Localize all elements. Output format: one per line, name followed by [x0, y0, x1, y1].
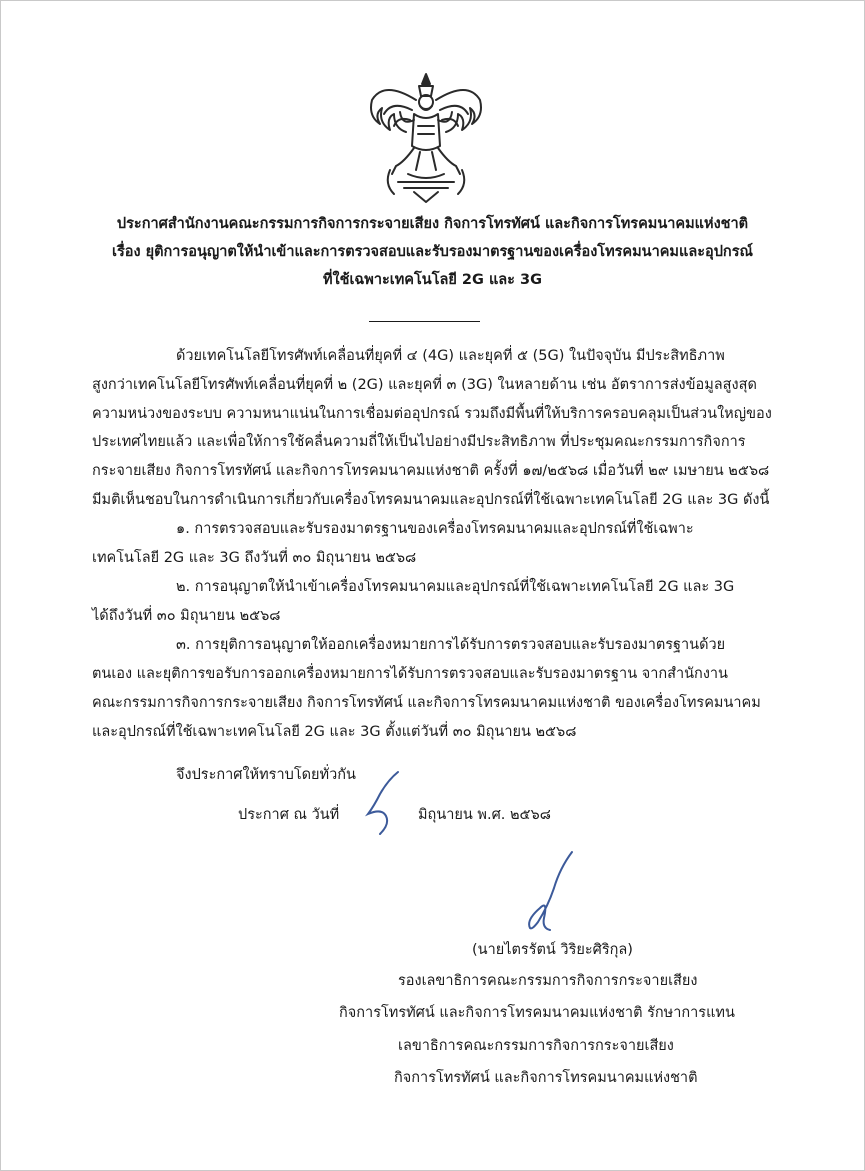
signatory-position-line: เลขาธิการคณะกรรมการกิจการกระจายเสียง	[398, 1038, 674, 1054]
intro-paragraph-line: ด้วยเทคโนโลยีโทรศัพท์เคลื่อนที่ยุคที่ ๔ (4G) และยุคที่ ๕ (5G) ในปัจจุบัน มีประสิทธิภาพ	[176, 348, 725, 364]
handwritten-day-mark	[360, 770, 406, 840]
signatory-position-line: กิจการโทรทัศน์ และกิจการโทรคมนาคมแห่งชาติ รักษาการแทน	[339, 1005, 735, 1021]
announcement-title-line1: ประกาศสำนักงานคณะกรรมการกิจการกระจายเสียง กิจการโทรทัศน์ และกิจการโทรคมนาคมแห่งชาติ	[116, 216, 749, 232]
intro-paragraph-line: มีมติเห็นชอบในการดำเนินการเกี่ยวกับเครื่องโทรคมนาคมและอุปกรณ์ที่ใช้เฉพาะเทคโนโลยี 2G และ 3G ดังนี้	[92, 492, 770, 508]
intro-paragraph-line: ประเทศไทยแล้ว และเพื่อให้การใช้คลื่นความถี่ให้เป็นไปอย่างมีประสิทธิภาพ ที่ประชุมคณะกรรมการกิจการ	[92, 434, 746, 450]
item-3-line: ตนเอง และยุติการขอรับการออกเครื่องหมายการได้รับการตรวจสอบและรับรองมาตรฐาน จากสำนักงาน	[92, 666, 728, 682]
item-1-line: ๑. การตรวจสอบและรับรองมาตรฐานของเครื่องโทรคมนาคมและอุปกรณ์ที่ใช้เฉพาะ	[176, 521, 694, 537]
announcement-subject-line: เรื่อง ยุติการอนุญาตให้นำเข้าและการตรวจสอบและรับรองมาตรฐานของเครื่องโทรคมนาคมและอุปกรณ์	[112, 244, 753, 260]
intro-paragraph-line: ความหน่วงของระบบ ความหนาแน่นในการเชื่อมต่ออุปกรณ์ รวมถึงมีพื้นที่ให้บริการครอบคลุมเป็นส่วนใหญ่ของ	[92, 406, 772, 422]
intro-paragraph-line: กระจายเสียง กิจการโทรทัศน์ และกิจการโทรคมนาคมแห่งชาติ ครั้งที่ ๑๗/๒๕๖๘ เมื่อวันที่ ๒๙ เมษายน ๒๕๖๘	[92, 463, 770, 479]
signatory-position-line: กิจการโทรทัศน์ และกิจการโทรคมนาคมแห่งชาติ	[394, 1070, 698, 1086]
announcement-date-month-year: มิถุนายน พ.ศ. ๒๕๖๘	[418, 807, 551, 823]
intro-paragraph-line: สูงกว่าเทคโนโลยีโทรศัพท์เคลื่อนที่ยุคที่ ๒ (2G) และยุคที่ ๓ (3G) ในหลายด้าน เช่น อัตราการส่งข้อมูลสูงสุด	[92, 377, 757, 393]
signatory-name: (นายไตรรัตน์ วิริยะศิริกุล)	[472, 942, 633, 958]
closing-statement: จึงประกาศให้ทราบโดยทั่วกัน	[176, 767, 356, 783]
announcement-subject-line2: ที่ใช้เฉพาะเทคโนโลยี 2G และ 3G	[322, 272, 543, 288]
announcement-date-prefix: ประกาศ ณ วันที่	[238, 807, 340, 823]
item-3-line: ๓. การยุติการอนุญาตให้ออกเครื่องหมายการได้รับการตรวจสอบและรับรองมาตรฐานด้วย	[176, 637, 726, 653]
title-divider	[369, 321, 480, 322]
item-1-line: เทคโนโลยี 2G และ 3G ถึงวันที่ ๓๐ มิถุนายน ๒๕๖๘	[92, 550, 417, 566]
signatory-position-line: รองเลขาธิการคณะกรรมการกิจการกระจายเสียง	[398, 973, 698, 989]
garuda-emblem-icon	[364, 70, 488, 204]
item-2-line: ๒. การอนุญาตให้นำเข้าเครื่องโทรคมนาคมและอุปกรณ์ที่ใช้เฉพาะเทคโนโลยี 2G และ 3G	[176, 579, 735, 595]
handwritten-signature-icon	[520, 850, 580, 935]
item-3-line: และอุปกรณ์ที่ใช้เฉพาะเทคโนโลยี 2G และ 3G ตั้งแต่วันที่ ๓๐ มิถุนายน ๒๕๖๘	[92, 724, 577, 740]
item-3-line: คณะกรรมการกิจการกระจายเสียง กิจการโทรทัศน์ และกิจการโทรคมนาคมแห่งชาติ ของเครื่องโทรคมนาคม	[92, 695, 761, 711]
item-2-line: ได้ถึงวันที่ ๓๐ มิถุนายน ๒๕๖๘	[92, 608, 281, 624]
